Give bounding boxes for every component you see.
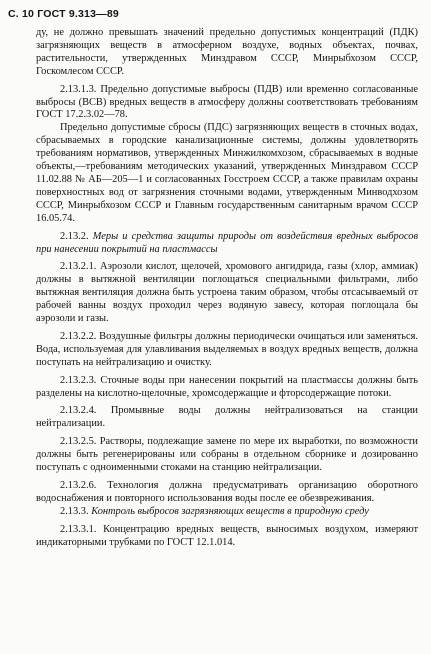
document-body	[36, 27, 418, 555]
paragraph-2-13-2-6: 2.13.2.6. Технология должна предусматривать организацию оборотного водоснабжения и повторного использования воды после ее обезвреживания.	[36, 480, 418, 504]
paragraph-2-13-2-2: 2.13.2.2. Воздушные фильтры должны периодически очищаться или заменяться. Вода, используемая для улавливания выделяемых в воздух вредных веществ, должна поступать на нейтрализацию и очистку.	[36, 330, 418, 368]
paragraph-pdk: ду, не должно превышать значений предельно допустимых концентраций (ПДК) загрязняющих веществ в атмосферном воздухе, водных объектах, почвах, растительности, утвержденных Минздравом СССР, Минрыбхозом СССР, Госкомлесом СССР.	[36, 27, 418, 77]
page-header: С. 10 ГОСТ 9.313—89	[8, 8, 119, 20]
section-title: Меры и средства защиты природы от воздействия вредных выбросов при нанесении покрытий на пластмассы	[36, 230, 418, 255]
paragraph-2-13-3-1: 2.13.3.1. Концентрацию вредных веществ, выносимых воздухом, измеряют индикаторными трубками по ГОСТ 12.1.014.	[36, 523, 418, 548]
section-heading-2-13-2	[36, 231, 418, 257]
paragraph-2-13-1-3: 2.13.1.3. Предельно допустимые выбросы (ПДВ) или временно согласованные выбросы (ВСВ) вредных веществ в атмосферу должны соответствовать требованиям ГОСТ 17.2.3.02—78.	[36, 83, 418, 121]
paragraph-pds: Предельно допустимые сбросы (ПДС) загрязняющих веществ в сточных водах, сбрасываемых в городские канализационные системы, должны удовлетворять требованиям нормативов, утвержденных Минжилкомхозом, сбрасываемых в водные объекты,—требованиям методических указаний, утвержденных Минздравом СССР 11.02.88 № АБ—205—1 и согласованных Госстроем СССР, а также правилам охраны поверхностных вод от загрязнения сточными водами, утвержденным Минводхозом СССР, Минрыбхозом СССР и Главным государственным санитарным врачом СССР 16.05.74.	[36, 122, 418, 224]
section-heading-2-13-3	[36, 506, 418, 519]
section-title: Контроль выбросов загрязняющих веществ в природную среду	[91, 505, 369, 517]
paragraph-2-13-2-1: 2.13.2.1. Аэрозоли кислот, щелочей, хромового ангидрида, газы (хлор, аммиак) должны в вытяжной вентиляции поглощаться специальными фильтрами, либо вытяжная вентиляция должна быть устроена таким образом, чтобы отсасываемый от рабочей ванны воздух проходил через водяную завесу, которая поглощала бы аэрозоли и газы.	[36, 261, 418, 325]
paragraph-2-13-2-3: 2.13.2.3. Сточные воды при нанесении покрытий на пластмассы должны быть разделены на кислотно-щелочные, хромсодержащие и фторсодержащие потоки.	[36, 374, 418, 399]
section-number: 2.13.2.	[60, 230, 89, 242]
paragraph-2-13-2-5: 2.13.2.5. Растворы, подлежащие замене по мере их выработки, по возможности должны быть регенерированы или собраны в отдельном сборнике и дозированно поступать с одноименными стоками на станцию нейтрализации.	[36, 436, 418, 474]
section-number: 2.13.3.	[60, 505, 89, 517]
paragraph-2-13-2-4: 2.13.2.4. Промывные воды должны нейтрализоваться на станции нейтрализации.	[36, 405, 418, 430]
